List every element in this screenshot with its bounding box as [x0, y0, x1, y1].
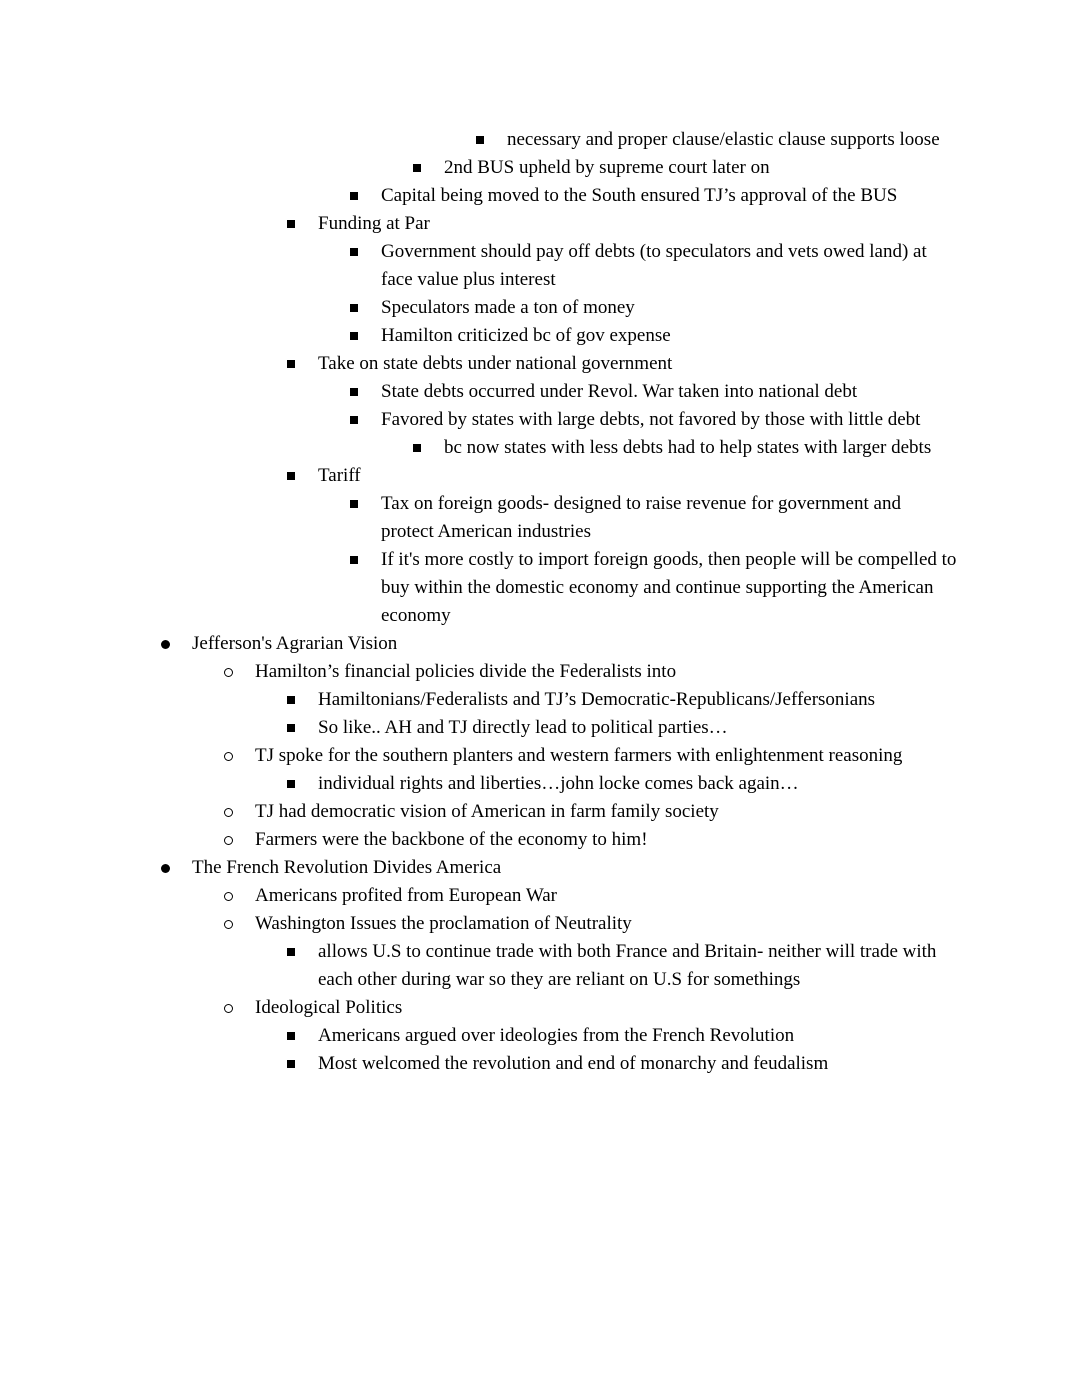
outline-list: [0, 126, 958, 1078]
list-item-text: necessary and proper clause/elastic clause supports loose: [507, 129, 940, 150]
list-item-text: TJ spoke for the southern planters and western farmers with enlightenment reasoning: [255, 745, 903, 766]
list-item-text: TJ had democratic vision of American in farm family society: [255, 801, 719, 822]
bullet-circle-icon: [224, 892, 233, 901]
list-item: [0, 742, 958, 770]
bullet-square-icon: [287, 1060, 295, 1068]
bullet-square-icon: [476, 136, 484, 144]
bullet-square-icon: [350, 416, 358, 424]
list-item-text: Jefferson's Agrarian Vision: [192, 633, 398, 654]
list-item: [0, 854, 958, 882]
list-item: [0, 658, 958, 686]
bullet-square-icon: [287, 724, 295, 732]
list-item: [0, 154, 958, 182]
bullet-square-icon: [350, 192, 358, 200]
list-item-text: Most welcomed the revolution and end of monarchy and feudalism: [318, 1053, 829, 1074]
list-item: [0, 1022, 958, 1050]
bullet-square-icon: [350, 304, 358, 312]
list-item: [0, 910, 958, 938]
list-item-text: State debts occurred under Revol. War taken into national debt: [381, 381, 858, 402]
list-item-text: Hamilton criticized bc of gov expense: [381, 325, 671, 346]
list-item: [0, 350, 958, 378]
bullet-square-icon: [287, 696, 295, 704]
list-item-text: So like.. AH and TJ directly lead to political parties…: [318, 717, 728, 738]
bullet-circle-icon: [224, 668, 233, 677]
bullet-square-icon: [287, 948, 295, 956]
bullet-circle-icon: [224, 836, 233, 845]
list-item: [0, 546, 958, 630]
list-item-text: If it's more costly to import foreign goods, then people will be compelled to buy within the domestic economy and continue supporting the American economy: [381, 549, 957, 626]
list-item-text: Ideological Politics: [255, 997, 403, 1018]
list-item-text: 2nd BUS upheld by supreme court later on: [444, 157, 770, 178]
bullet-square-icon: [287, 780, 295, 788]
list-item-text: Speculators made a ton of money: [381, 297, 635, 318]
list-item-text: Capital being moved to the South ensured TJ’s approval of the BUS: [381, 185, 898, 206]
bullet-square-icon: [350, 556, 358, 564]
list-item-text: The French Revolution Divides America: [192, 857, 502, 878]
list-item: [0, 294, 958, 322]
list-item-text: Americans profited from European War: [255, 885, 558, 906]
bullet-square-icon: [413, 164, 421, 172]
list-item-text: bc now states with less debts had to help states with larger debts: [444, 437, 932, 458]
list-item-text: Government should pay off debts (to speculators and vets owed land) at face value plus interest: [381, 241, 927, 290]
list-item: [0, 630, 958, 658]
bullet-disc-icon: [161, 640, 170, 649]
list-item-text: Tariff: [318, 465, 361, 486]
list-item: [0, 882, 958, 910]
bullet-square-icon: [287, 1032, 295, 1040]
list-item-text: Washington Issues the proclamation of Neutrality: [255, 913, 632, 934]
list-item: [0, 826, 958, 854]
list-item: [0, 994, 958, 1022]
list-item-text: Hamiltonians/Federalists and TJ’s Democratic-Republicans/Jeffersonians: [318, 689, 876, 710]
bullet-square-icon: [350, 248, 358, 256]
list-item: [0, 238, 958, 294]
list-item: [0, 182, 958, 210]
bullet-square-icon: [287, 220, 295, 228]
list-item-text: Farmers were the backbone of the economy to him!: [255, 829, 648, 850]
list-item: [0, 714, 958, 742]
bullet-circle-icon: [224, 920, 233, 929]
list-item-text: Funding at Par: [318, 213, 430, 234]
list-item-text: Take on state debts under national government: [318, 353, 673, 374]
list-item: [0, 938, 958, 994]
list-item-text: Hamilton’s financial policies divide the Federalists into: [255, 661, 677, 682]
list-item: [0, 462, 958, 490]
list-item: [0, 406, 958, 434]
bullet-square-icon: [350, 332, 358, 340]
list-item-text: individual rights and liberties…john locke comes back again…: [318, 773, 799, 794]
list-item-text: Favored by states with large debts, not favored by those with little debt: [381, 409, 921, 430]
bullet-square-icon: [350, 388, 358, 396]
list-item: [0, 490, 958, 546]
list-item: [0, 798, 958, 826]
list-item: [0, 1050, 958, 1078]
list-item: [0, 686, 958, 714]
bullet-disc-icon: [161, 864, 170, 873]
list-item: [0, 322, 958, 350]
list-item-text: Americans argued over ideologies from the French Revolution: [318, 1025, 795, 1046]
list-item: [0, 378, 958, 406]
bullet-circle-icon: [224, 808, 233, 817]
list-item-text: allows U.S to continue trade with both France and Britain- neither will trade with each other during war so they are reliant on U.S for somethings: [318, 941, 937, 990]
bullet-square-icon: [350, 500, 358, 508]
list-item: [0, 210, 958, 238]
bullet-circle-icon: [224, 752, 233, 761]
bullet-square-icon: [287, 472, 295, 480]
list-item: [0, 770, 958, 798]
list-item-text: Tax on foreign goods- designed to raise revenue for government and protect American industries: [381, 493, 901, 542]
bullet-square-icon: [413, 444, 421, 452]
list-item: [0, 126, 958, 154]
bullet-circle-icon: [224, 1004, 233, 1013]
list-item: [0, 434, 958, 462]
bullet-square-icon: [287, 360, 295, 368]
